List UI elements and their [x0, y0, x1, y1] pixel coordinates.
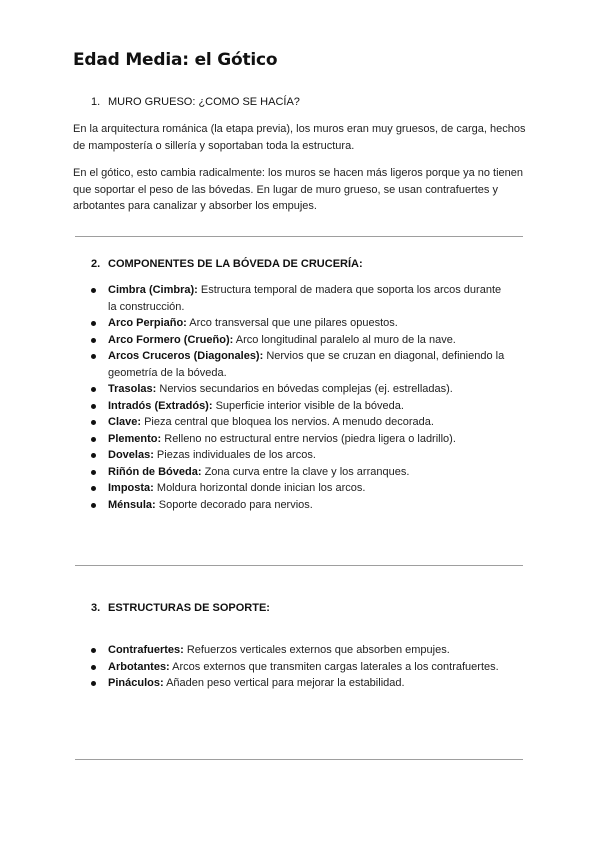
section-1-number: 1. [91, 96, 101, 108]
section-3-title: ESTRUCTURAS DE SOPORTE: [108, 602, 270, 614]
item-description: Añaden peso vertical para mejorar la estabilidad. [163, 677, 405, 689]
item-description: Soporte decorado para nervios. [155, 498, 313, 511]
section-2-title: COMPONENTES DE LA BÓVEDA DE CRUCERÍA: [108, 258, 363, 270]
page-title: Edad Media: el Gótico [73, 50, 278, 70]
item-description: Zona curva entre la clave y los arranques. [201, 465, 410, 478]
section-1-paragraph: En el gótico, esto cambia radicalmente: los muros se hacen más ligeros porque ya no tienen que soportar el peso de las bóvedas. En lugar de muro grueso, se usan contrafuertes y arbotantes para canalizar y absorber los empujes. [73, 167, 524, 212]
item-term: Imposta: [108, 482, 154, 494]
item-term: Arco Formero (Crueño): [108, 333, 234, 346]
list-item [91, 464, 511, 481]
section-3-heading [91, 602, 270, 614]
item-term: Arcos Cruceros (Diagonales): [108, 350, 264, 362]
list-item [91, 497, 511, 514]
section-1-paragraph: En la arquitectura románica (la etapa previa), los muros eran muy gruesos, de carga, hechos de mampostería o sillería y soportaban toda la estructura. [73, 123, 526, 152]
list-item [91, 315, 511, 332]
item-term: Plemento: [108, 432, 162, 445]
list-item [91, 480, 511, 497]
item-description: Nervios secundarios en bóvedas complejas (ej. estrelladas). [156, 383, 453, 395]
item-description: Arco longitudinal paralelo al muro de la nave. [233, 333, 456, 346]
item-description: Piezas individuales de los arcos. [153, 449, 316, 461]
item-description: Refuerzos verticales externos que absorben empujes. [183, 644, 450, 656]
horizontal-divider [75, 236, 523, 237]
item-term: Riñón de Bóveda: [108, 465, 202, 478]
item-description: Estructura temporal de madera que soporta los arcos durante la construcción. [108, 284, 502, 313]
section-3-number: 3. [91, 602, 101, 614]
list-item [91, 414, 511, 431]
item-term: Contrafuertes: [108, 644, 184, 656]
item-description: Relleno no estructural entre nervios (piedra ligera o ladrillo). [161, 432, 456, 445]
list-item [91, 659, 511, 676]
item-description: Moldura horizontal donde inician los arcos. [153, 482, 366, 494]
horizontal-divider [75, 565, 523, 566]
item-description: Arco transversal que une pilares opuestos. [186, 317, 398, 329]
item-term: Trasolas: [108, 383, 157, 395]
section-2-number: 2. [91, 258, 101, 270]
list-item [91, 447, 511, 464]
item-description: Superficie interior visible de la bóveda. [212, 399, 404, 412]
list-item [91, 675, 511, 692]
list-item [91, 381, 511, 398]
list-item [91, 282, 511, 315]
section-2-heading [91, 258, 363, 270]
list-item [91, 642, 511, 659]
item-term: Pináculos: [108, 677, 164, 689]
horizontal-divider [75, 759, 523, 760]
item-term: Dovelas: [108, 449, 154, 461]
item-term: Intradós (Extradós): [108, 399, 213, 412]
item-description: Nervios que se cruzan en diagonal, definiendo la geometría de la bóveda. [108, 350, 505, 379]
item-description: Pieza central que bloquea los nervios. A menudo decorada. [141, 416, 434, 428]
list-item [91, 431, 511, 448]
section-1-title: MURO GRUESO: ¿COMO SE HACÍA? [108, 96, 300, 108]
section-1-heading [91, 96, 300, 108]
list-item [91, 332, 511, 349]
item-term: Arco Perpiaño: [108, 317, 187, 329]
components-list [91, 282, 511, 513]
item-description: Arcos externos que transmiten cargas laterales a los contrafuertes. [169, 660, 499, 673]
item-term: Ménsula: [108, 498, 156, 511]
list-item [91, 398, 511, 415]
item-term: Arbotantes: [108, 660, 170, 673]
list-item [91, 348, 511, 381]
item-term: Clave: [108, 416, 142, 428]
item-term: Cimbra (Cimbra): [108, 284, 198, 296]
support-structures-list [91, 642, 511, 692]
